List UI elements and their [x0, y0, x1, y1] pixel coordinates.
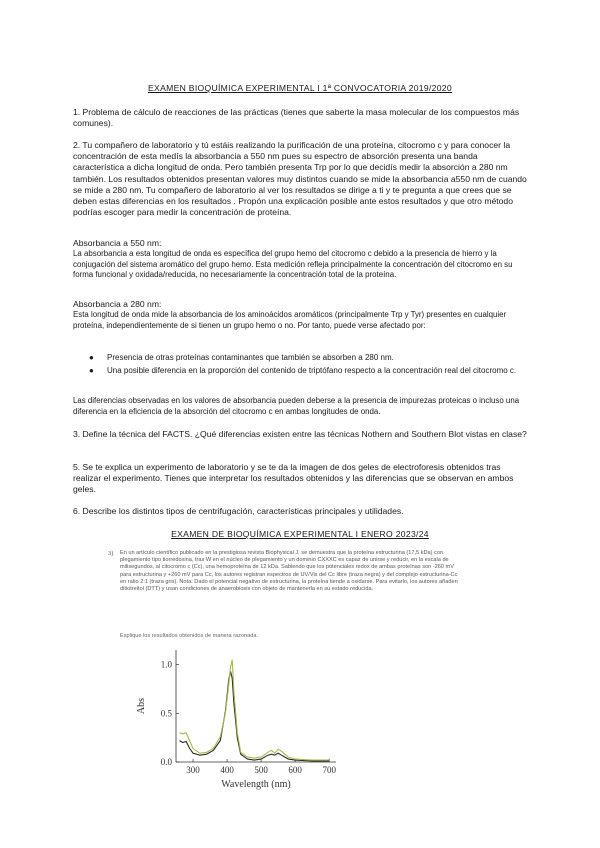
- x-tick-label: 700: [322, 765, 336, 775]
- figure-instruction: Explique los resultados obtenidos de manera razonada.: [120, 633, 259, 639]
- list-item: [89, 366, 529, 377]
- exam-figure: [108, 550, 468, 810]
- exam-title-2023: EXAMEN DE BIOQUÍMICA EXPERIMENTAL I ENERO 2023/24: [171, 529, 429, 539]
- y-tick-label: 0.5: [160, 708, 172, 719]
- abs280-answer: Esta longitud de onda mide la absorbancia de los aminoácidos aromáticos (principalmente Trp y Tyr) presentes en cualquier proteína, independientemente de si tienen un grupo hemo o no. Por tanto, puede verse afectado por:: [73, 310, 507, 330]
- spectrum-line-2: [179, 660, 329, 760]
- factors-list: [89, 353, 529, 378]
- x-axis-label: Wavelength (nm): [221, 779, 291, 790]
- bullet-icon: ●: [89, 365, 94, 375]
- bullet-icon: ●: [89, 353, 94, 362]
- question-2: 2. Tu compañero de laboratorio y tú estáis realizando la purificación de una proteína, citocromo c y para conocer la concentración de esta medís la absorbancia a 550 nm pues su espectro de absorción presenta una banda característica a dicha longitud de onda. Pero también presenta Trp por lo que decidís medir la absorción a 280 nm también. Los resultados obtenidos presentan valores muy distintos cuando se mide la absorbancia a550 nm de cuando se mide a 280 nm. Tu compañero de laboratorio al ver los resultados se dirige a ti y te pregunta a que crees que se deben estas diferencias en los resultados . Propón una explicación posible ante estos resultados y que otro método podrías escoger para medir la concentración de proteína.: [73, 140, 527, 218]
- exam-title-2019: EXAMEN BIOQUÍMICA EXPERIMENTAL I 1ª CONVOCATORIA 2019/2020: [148, 83, 452, 93]
- y-tick-label: 0.0: [160, 757, 172, 767]
- question-5: 5. Se te explica un experimento de laboratorio y se te da la imagen de dos geles de electroforesis obtenidos tras realizar el experimento. Tienes que interpretar los resultados obtenidos y las diferencias que se observan en ambos geles.: [73, 462, 514, 495]
- y-axis-label: Abs: [136, 697, 147, 715]
- x-tick-label: 300: [186, 765, 200, 775]
- question-1: 1. Problema de cálculo de reacciones de las prácticas (tienes que saberte la masa molecular de los compuestos más comunes).: [73, 107, 520, 129]
- abs280-heading: Absorbancia a 280 nm:: [73, 299, 162, 309]
- x-tick-label: 400: [220, 765, 234, 775]
- question-6: 6. Describe los distintos tipos de centrifugación, características principales y utilidades.: [73, 506, 404, 516]
- figure-description: En un artículo científico publicado en la prestigiosa revista Biophysical J. se demuestra que la proteína estructurina (17,5 kDa) con plegamiento tipo tiorredoxina, tras W en el núcleo de plegamiento y un dominio CXXXC es capaz de unirse y reducir, en la escala de milisegundos, al citocromo c (Cc), una hemoproteína de 12 kDa. Sabiendo que los potenciales redox de ambas proteínas son -260 mV para estructurina y +260 mV para Cc, los autores registran espectros de UV/Vis del Cc libre (traza negra) y del complejo estructurina-Cc en ratio 2:1 (traza gris). Nota: Dado el potencial negativo de estructurina, la proteína tiende a oxidarse. Para evitarlo, los autores añaden ditiotreitol (DTT) y usan condiciones de anaerobiosis con objeto de mantenerla en su estado reducida.: [120, 550, 458, 593]
- list-item-text: Presencia de otras proteínas contaminantes que también se absorben a 280 nm.: [107, 353, 394, 362]
- spectrum-line-1: [179, 671, 329, 761]
- question-3: 3. Define la técnica del FACTS. ¿Qué diferencias existen entre las técnicas Nothern and Southern Blot vistas en clase?: [73, 429, 527, 439]
- abs550-heading: Absorbancia a 550 nm:: [73, 238, 162, 248]
- figure-question-number: 3): [108, 550, 114, 557]
- x-tick-label: 600: [288, 765, 302, 775]
- list-item-text: Una posible diferencia en la proporción del contenido de triptófano respecto a la concentración real del citocromo c.: [107, 365, 517, 375]
- y-tick-label: 1.0: [160, 659, 172, 670]
- list-item: [89, 353, 529, 364]
- differences-paragraph: Las diferencias observadas en los valores de absorbancia pueden deberse a la presencia de impurezas proteicas o incluso una diferencia en la eficiencia de la absorción del citocromo c en ambas longitudes de onda.: [73, 396, 520, 416]
- abs550-answer: La absorbancia a esta longitud de onda es específica del grupo hemo del citocromo c debido a la presencia de hierro y la conjugación del sistema aromático del grupo hemo. Esta medición refleja principalmente la concentración del citocromo en su forma funcional y oxidada/reducida, no necesariamente la concentración total de la proteína.: [73, 249, 513, 280]
- absorbance-spectrum-chart: [128, 646, 358, 806]
- x-tick-label: 500: [254, 765, 268, 775]
